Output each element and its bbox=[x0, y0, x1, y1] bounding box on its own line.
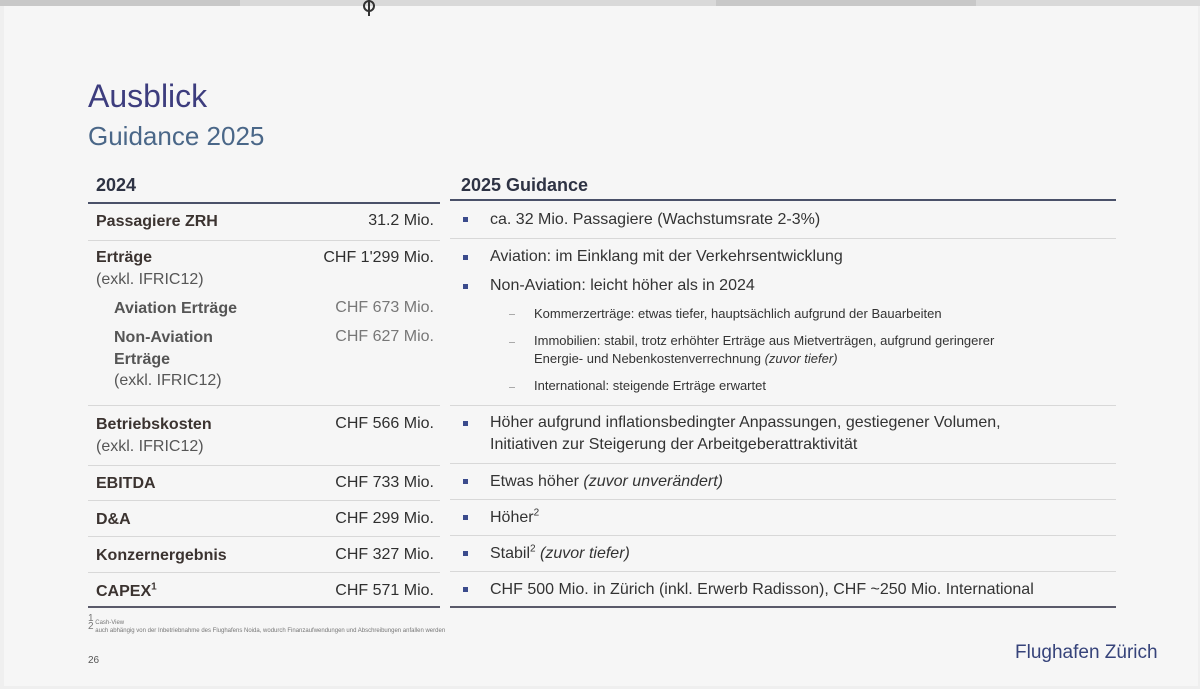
slide-subtitle: Guidance 2025 bbox=[88, 121, 265, 151]
row-divider bbox=[450, 535, 1116, 536]
guidance-kommerz: Kommerzerträge: etwas tiefer, hauptsächlich aufgrund der Bauarbeiten bbox=[534, 306, 942, 321]
guidance-da bbox=[490, 509, 539, 527]
row-label-ebitda: EBITDA bbox=[96, 475, 156, 492]
row-value-da: CHF 299 Mio. bbox=[335, 510, 434, 527]
guidance-da-text: Höher bbox=[490, 509, 534, 526]
bullet-icon bbox=[463, 217, 468, 222]
row-label-da: D&A bbox=[96, 511, 131, 528]
guidance-konzern-note: (zuvor tiefer) bbox=[540, 545, 630, 562]
footnote-mark: 2 bbox=[88, 621, 94, 632]
row-divider bbox=[88, 500, 440, 501]
row-value-betriebskosten: CHF 566 Mio. bbox=[335, 415, 434, 432]
bullet-icon bbox=[463, 421, 468, 426]
row-divider bbox=[88, 536, 440, 537]
guidance-betriebskosten-1: Höher aufgrund inflationsbedingter Anpassungen, gestiegener Volumen, bbox=[490, 414, 1001, 431]
row-label-betriebskosten: Betriebskosten bbox=[96, 416, 212, 433]
row-label-konzernergebnis: Konzernergebnis bbox=[96, 547, 227, 564]
row-divider bbox=[88, 405, 440, 406]
footnote-ref: 2 bbox=[533, 507, 540, 519]
slide-title: Ausblick bbox=[88, 78, 208, 114]
guidance-konzern-text: Stabil bbox=[490, 545, 531, 562]
guidance-ebitda bbox=[490, 473, 723, 491]
row-divider bbox=[88, 465, 440, 466]
row-label-nonaviation-2: Erträge bbox=[114, 351, 171, 368]
guidance-konzernergebnis bbox=[490, 545, 630, 563]
dash-icon bbox=[509, 314, 515, 315]
capex-label-text: CAPEX bbox=[96, 583, 152, 600]
guidance-capex: CHF 500 Mio. in Zürich (inkl. Erwerb Radisson), CHF ~250 Mio. International bbox=[490, 581, 1034, 598]
header-rule-left bbox=[88, 202, 440, 204]
table-bottom-rule-left bbox=[88, 606, 440, 608]
column-header-guidance: 2025 Guidance bbox=[461, 175, 589, 195]
column-header-2024: 2024 bbox=[96, 175, 137, 195]
guidance-ebitda-note: (zuvor unverändert) bbox=[583, 473, 724, 490]
bullet-icon bbox=[463, 255, 468, 260]
row-label-passagiere: Passagiere ZRH bbox=[96, 213, 218, 230]
row-divider bbox=[450, 238, 1116, 239]
brand-logo-text: Flughafen Zürich bbox=[1015, 642, 1158, 663]
row-divider bbox=[450, 499, 1116, 500]
guidance-immobilien-2-note: (zuvor tiefer) bbox=[764, 351, 838, 366]
row-value-konzernergebnis: CHF 327 Mio. bbox=[335, 546, 434, 563]
row-divider bbox=[450, 405, 1116, 406]
row-label-betriebskosten-note: (exkl. IFRIC12) bbox=[96, 438, 204, 455]
footnote-1-text: Cash-View bbox=[95, 620, 125, 626]
guidance-immobilien-2-text: Energie- und Nebenkostenverrechnung bbox=[534, 351, 761, 366]
guidance-passagiere: ca. 32 Mio. Passagiere (Wachstumsrate 2-3%) bbox=[490, 211, 821, 228]
row-divider bbox=[450, 571, 1116, 572]
row-divider bbox=[88, 240, 440, 241]
dash-icon bbox=[509, 342, 515, 343]
guidance-aviation: Aviation: im Einklang mit der Verkehrsentwicklung bbox=[490, 248, 843, 265]
footnote-2-text: auch abhängig von der Inbetriebnahme des Flughafens Noida, wodurch Finanzaufwendungen und Abschreibungen anfallen werden bbox=[95, 628, 446, 634]
table-bottom-rule-right bbox=[450, 606, 1116, 608]
bullet-icon bbox=[463, 587, 468, 592]
row-label-ertraege: Erträge bbox=[96, 249, 153, 266]
guidance-immobilien-1: Immobilien: stabil, trotz erhöhter Erträge aus Mietverträgen, aufgrund geringerer bbox=[534, 333, 995, 348]
guidance-betriebskosten-2: Initiativen zur Steigerung der Arbeitgeberattraktivität bbox=[490, 436, 858, 453]
row-label-aviation-ertraege: Aviation Erträge bbox=[114, 300, 237, 317]
bullet-icon bbox=[463, 551, 468, 556]
bullet-icon bbox=[463, 515, 468, 520]
row-value-ebitda: CHF 733 Mio. bbox=[335, 474, 434, 491]
guidance-international: International: steigende Erträge erwartet bbox=[534, 378, 766, 393]
row-label-nonaviation-1: Non-Aviation bbox=[114, 329, 213, 346]
row-value-capex: CHF 571 Mio. bbox=[335, 582, 434, 599]
row-label-ertraege-note: (exkl. IFRIC12) bbox=[96, 271, 204, 288]
row-value-aviation-ertraege: CHF 673 Mio. bbox=[335, 299, 434, 316]
dash-icon bbox=[509, 387, 515, 388]
footnote-ref: 2 bbox=[530, 543, 536, 555]
row-value-nonaviation-ertraege: CHF 627 Mio. bbox=[335, 328, 434, 345]
page-number: 26 bbox=[88, 655, 100, 666]
bullet-icon bbox=[463, 284, 468, 289]
row-divider bbox=[450, 463, 1116, 464]
row-label-capex bbox=[96, 583, 157, 601]
guidance-nonaviation: Non-Aviation: leicht höher als in 2024 bbox=[490, 277, 755, 294]
footnote-mark: 1 bbox=[88, 613, 94, 624]
footnote-ref: 1 bbox=[151, 581, 157, 593]
row-value-passagiere: 31.2 Mio. bbox=[368, 212, 434, 229]
flughafen-logo-icon bbox=[362, 0, 376, 16]
guidance-immobilien-2 bbox=[534, 351, 838, 366]
guidance-ebitda-text: Etwas höher bbox=[490, 473, 579, 490]
row-value-ertraege: CHF 1'299 Mio. bbox=[323, 249, 434, 266]
row-label-nonaviation-note: (exkl. IFRIC12) bbox=[114, 372, 222, 389]
header-rule-right bbox=[450, 199, 1116, 201]
bullet-icon bbox=[463, 479, 468, 484]
row-divider bbox=[88, 572, 440, 573]
